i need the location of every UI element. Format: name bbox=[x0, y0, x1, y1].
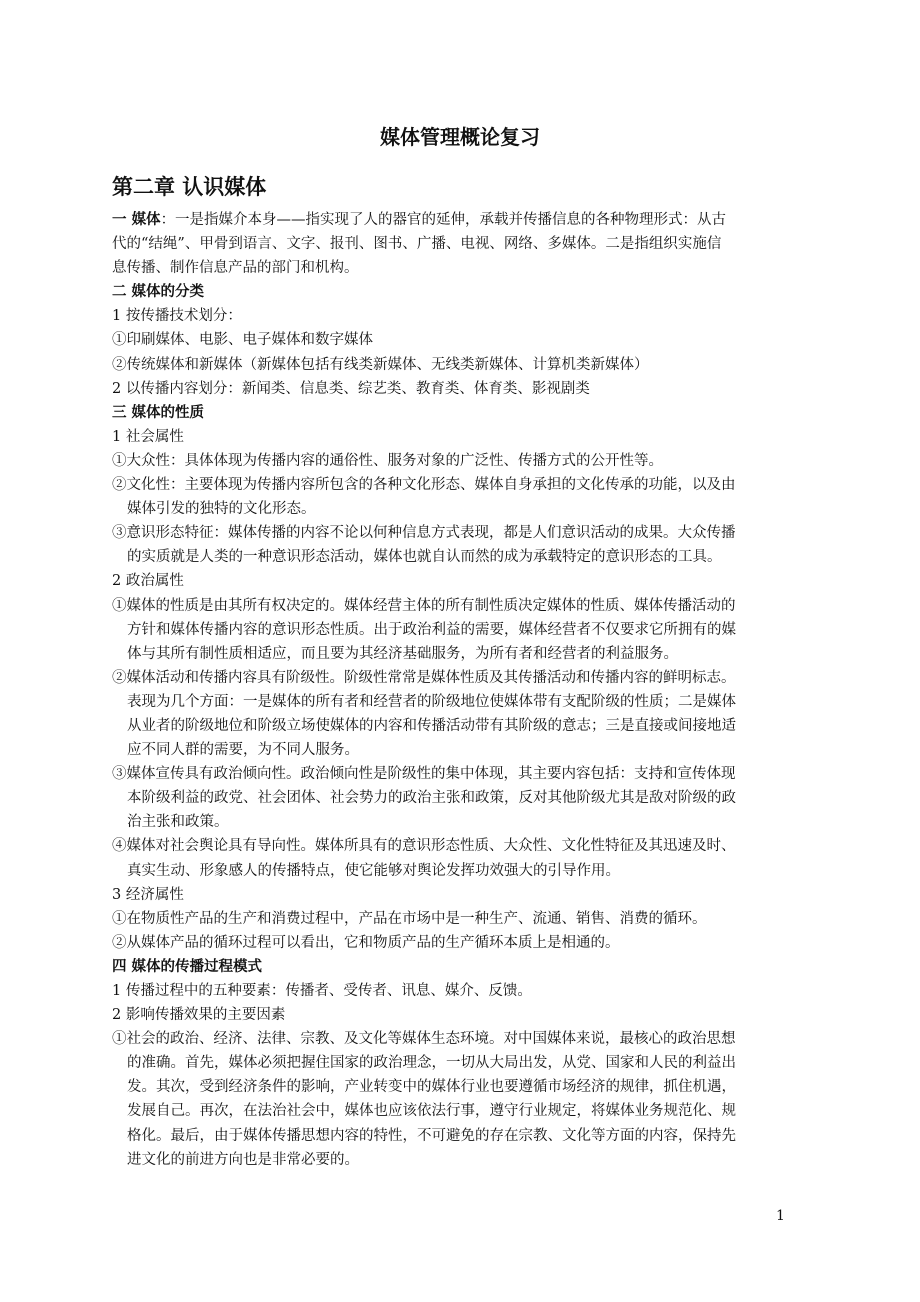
list-item-continuation: 从业者的阶级地位和阶级立场使媒体的内容和传播活动带有其阶级的意志；三是直接或间接地适 bbox=[127, 717, 736, 734]
list-item: ①社会的政治、经济、法律、宗教、及文化等媒体生态环境。对中国媒体来说，最核心的政治思想 bbox=[112, 1031, 736, 1048]
section-heading: 三 媒体的性质 bbox=[112, 404, 205, 421]
list-item: 1 传播过程中的五种要素：传播者、受传者、讯息、媒介、反馈。 bbox=[112, 983, 532, 999]
list-item: 2 以传播内容划分：新闻类、信息类、综艺类、教育类、体育类、影视剧类 bbox=[112, 380, 590, 397]
list-item-continuation: 的实质就是人类的一种意识形态活动，媒体也就自认而然的成为承载特定的意识形态的工具。 bbox=[127, 549, 722, 566]
document-body bbox=[112, 208, 812, 1172]
list-item-continuation: 方针和媒体传播内容的意识形态性质。出于政治利益的需要，媒体经营者不仅要求它所拥有的媒 bbox=[127, 621, 736, 638]
list-item-continuation: 的准确。首先，媒体必须把握住国家的政治理念，一切从大局出发，从党、国家和人民的利益出 bbox=[127, 1055, 736, 1072]
list-item-continuation: 发展自己。再次，在法治社会中，媒体也应该依法行事，遵守行业规定，将媒体业务规范化、规 bbox=[127, 1103, 736, 1120]
subsection-heading: 3 经济属性 bbox=[112, 886, 184, 903]
list-item: ③意识形态特征：媒体传播的内容不论以何种信息方式表现，都是人们意识活动的成果。大众传播 bbox=[112, 525, 736, 542]
list-item-continuation: 本阶级利益的政党、社会团体、社会势力的政治主张和政策，反对其他阶级尤其是敌对阶级的政 bbox=[127, 790, 736, 807]
list-item: 2 影响传播效果的主要因素 bbox=[112, 1007, 286, 1024]
list-item: ①大众性：具体体现为传播内容的通俗性、服务对象的广泛性、传播方式的公开性等。 bbox=[112, 452, 663, 469]
list-item-continuation: 进文化的前进方向也是非常必要的。 bbox=[127, 1151, 359, 1168]
section-1-number: 一 bbox=[112, 212, 132, 228]
list-item: ②从媒体产品的循环过程可以看出，它和物质产品的生产循环本质上是相通的。 bbox=[112, 934, 620, 951]
section-1-line bbox=[112, 208, 812, 232]
document-title: 媒体管理概论复习 bbox=[380, 125, 540, 149]
list-item: ③媒体宣传具有政治倾向性。政治倾向性是阶级性的集中体现，其主要内容包括：支持和宣传体现 bbox=[112, 766, 736, 783]
paragraph-line: 代的“结绳”、甲骨到语言、文字、报刊、图书、广播、电视、网络、多媒体。二是指组织实施信 bbox=[112, 236, 722, 253]
list-item-continuation: 格化。最后，由于媒体传播思想内容的特性，不可避免的存在宗教、文化等方面的内容，保持先 bbox=[127, 1127, 736, 1144]
definition-text: ：一是指媒介本身——指实现了人的器官的延伸，承载并传播信息的各种物理形式：从古 bbox=[160, 212, 727, 228]
list-item: ②文化性：主要体现为传播内容所包含的各种文化形态、媒体自身承担的文化传承的功能，以及由 bbox=[112, 477, 736, 494]
section-heading: 二 媒体的分类 bbox=[112, 284, 205, 301]
list-item: 1 按传播技术划分： bbox=[112, 308, 242, 325]
list-item: ②媒体活动和传播内容具有阶级性。阶级性常常是媒体性质及其传播活动和传播内容的鲜明标志。 bbox=[112, 669, 736, 686]
term-media: 媒体 bbox=[131, 212, 161, 228]
chapter-heading: 第二章 认识媒体 bbox=[112, 175, 267, 199]
list-item-continuation: 真实生动、形象感人的传播特点，使它能够对舆论发挥功效强大的引导作用。 bbox=[127, 862, 620, 879]
list-item: ④媒体对社会舆论具有导向性。媒体所具有的意识形态性质、大众性、文化性特征及其迅速及时、 bbox=[112, 838, 736, 855]
list-item-continuation: 治主张和政策。 bbox=[127, 814, 229, 831]
list-item-continuation: 媒体引发的独特的文化形态。 bbox=[127, 501, 316, 518]
list-item: ②传统媒体和新媒体（新媒体包括有线类新媒体、无线类新媒体、计算机类新媒体） bbox=[112, 356, 649, 373]
section-heading: 四 媒体的传播过程模式 bbox=[112, 958, 263, 975]
list-item-continuation: 发。其次，受到经济条件的影响，产业转变中的媒体行业也要遵循市场经济的规律，抓住机遇， bbox=[127, 1079, 736, 1096]
subsection-heading: 2 政治属性 bbox=[112, 573, 184, 590]
page-number: 1 bbox=[776, 1208, 785, 1224]
list-item-continuation: 应不同人群的需要，为不同人服务。 bbox=[127, 742, 359, 759]
list-item: ①印刷媒体、电影、电子媒体和数字媒体 bbox=[112, 332, 373, 349]
list-item-continuation: 体与其所有制性质相适应，而且要为其经济基础服务，为所有者和经营者的利益服务。 bbox=[127, 645, 678, 662]
subsection-heading: 1 社会属性 bbox=[112, 428, 184, 445]
paragraph-line: 息传播、制作信息产品的部门和机构。 bbox=[112, 260, 359, 277]
list-item: ①在物质性产品的生产和消费过程中，产品在市场中是一种生产、流通、销售、消费的循环。 bbox=[112, 910, 707, 927]
list-item: ①媒体的性质是由其所有权决定的。媒体经营主体的所有制性质决定媒体的性质、媒体传播活动的 bbox=[112, 597, 736, 614]
list-item-continuation: 表现为几个方面：一是媒体的所有者和经营者的阶级地位使媒体带有支配阶级的性质；二是媒体 bbox=[127, 693, 736, 710]
